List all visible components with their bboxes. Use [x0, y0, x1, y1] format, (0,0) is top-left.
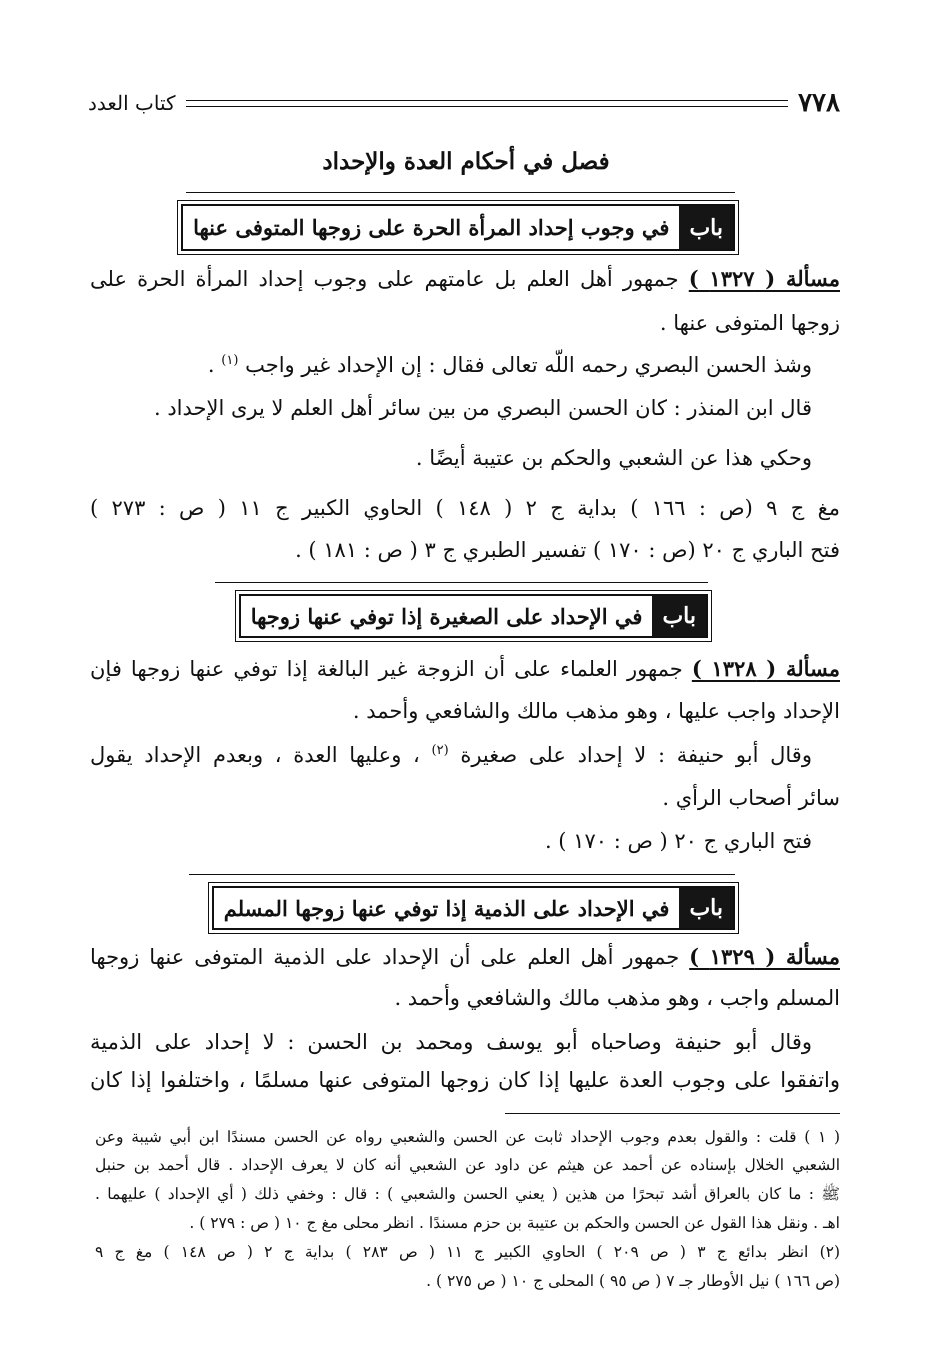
footnote-line: (ص ١٦٦ ) نيل الأوطار جـ ٧ ( ص ٩٥ ) المحلى ج ١٠ ( ص ٢٧٥ ) .	[426, 1272, 840, 1290]
text-line: وقال أبو حنيفة وصاحباه أبو يوسف ومحمد بن الحسن : لا إحداد على الذمية	[90, 1030, 812, 1054]
bab-label: باب	[679, 206, 733, 249]
text-span: وقال أبو حنيفة : لا إحداد على صغيرة	[460, 743, 812, 767]
bab-label: باب	[679, 888, 733, 928]
reference-line: فتح الباري ج ٢٠ (ص : ١٧٠ ) تفسير الطبري ج ٣ ( ص : ١٨١ ) .	[295, 538, 840, 562]
chapter-heading-box	[239, 594, 708, 638]
chapter-overline	[215, 582, 708, 583]
reference-line: مغ ج ٩ (ص : ١٦٦ ) بداية ج ٢ ( ١٤٨ ) الحاوي الكبير ج ١١ ( ص : ٢٧٣ )	[90, 496, 841, 520]
text-line	[90, 266, 840, 292]
bab-label: باب	[652, 596, 706, 636]
text-line	[90, 353, 840, 378]
footnote-line: الشعبي الخلال بإسناده عن أحمد عن هيثم عن داود عن الشعبي أنه كان لا يعرف الإحداد . قال أحمد بن حنبل	[95, 1156, 840, 1174]
chapter-heading-box	[181, 204, 735, 251]
book-title: كتاب العدد	[88, 91, 176, 115]
masala-number: مسألة ( ١٣٢٩ )	[689, 944, 840, 969]
text-span: وشذ الحسن البصري رحمه اللّه تعالى فقال : إن الإحداد غير واجب	[245, 353, 812, 377]
text-line: وحكي هذا عن الشعبي والحكم بن عتيبة أيضًا .	[415, 446, 812, 470]
running-header	[88, 88, 840, 118]
text-line: المسلم واجب ، وهو مذهب مالك والشافعي وأحمد .	[394, 986, 840, 1010]
chapter-overline	[186, 192, 735, 193]
chapter-heading: في الإحداد على الصغيرة إذا توفي عنها زوجها	[250, 603, 643, 629]
footnote-line: اهـ . ونقل هذا القول عن الحسن والحكم بن عتيبة بن حزم مسندًا . انظر محلى مغ ج ١٠ ( ص : ٢٧٩ ) .	[189, 1214, 840, 1232]
text-line: واتفقوا على وجوب العدة عليها إذا كان زوجها المتوفى عنها مسلمًا ، واختلفوا إذا كان	[90, 1068, 840, 1092]
chapter-heading-box	[212, 886, 735, 930]
footnote-ref: (١)	[221, 353, 239, 368]
header-rule	[186, 100, 789, 107]
masala-number: مسألة ( ١٣٢٧ )	[688, 266, 840, 291]
section-title: فصل في أحكام العدة والإحداد	[322, 148, 610, 175]
footnote-ref: (٢)	[431, 743, 449, 758]
footnote-line: ( ١ ) قلت : والقول بعدم وجوب الإحداد ثابت عن الحسن والشعبي رواه عن الحسن مسندًا ابن أبي شيبة وعن	[95, 1128, 840, 1146]
text-line	[90, 944, 840, 970]
page-number: ٧٧٨	[798, 88, 840, 118]
chapter-overline	[189, 874, 735, 875]
text-line	[90, 743, 840, 768]
text-line: قال ابن المنذر : كان الحسن البصري من بين سائر أهل العلم لا يرى الإحداد .	[153, 396, 812, 420]
footnote-line: (٢) انظر بدائع ج ٣ ( ص ٢٠٩ ) الحاوي الكبير ج ١١ ( ص ٢٨٣ ) بداية ج ٢ ( ص ١٤٨ ) مغ ج ٩	[95, 1243, 841, 1261]
text-span: جمهور أهل العلم بل عامتهم على وجوب إحداد المرأة الحرة على	[90, 267, 679, 291]
footnote-rule	[505, 1113, 840, 1114]
chapter-heading: في الإحداد على الذمية إذا توفي عنها زوجها المسلم	[223, 895, 670, 921]
chapter-heading: في وجوب إحداد المرأة الحرة على زوجها المتوفى عنها	[193, 215, 670, 240]
text-span: ، وعليها العدة ، وبعدم الإحداد يقول	[90, 743, 420, 767]
text-span: جمهور العلماء على أن الزوجة غير البالغة إذا توفي عنها زوجها فإن	[90, 657, 683, 681]
text-span: .	[207, 353, 215, 377]
masala-number: مسألة ( ١٣٢٨ )	[691, 656, 840, 681]
reference-line: فتح الباري ج ٢٠ ( ص : ١٧٠ ) .	[544, 829, 812, 853]
text-line: الإحداد واجب عليها ، وهو مذهب مالك والشافعي وأحمد .	[352, 699, 840, 723]
footnote-line: ﷺ : ما كان بالعراق أشد تبحرًا من هذين ( يعني الحسن والشعبي ) : قال : وخفي ذلك ( أي الإحداد ) عليهما .	[95, 1185, 840, 1203]
text-line	[90, 656, 840, 682]
text-line: زوجها المتوفى عنها .	[659, 311, 840, 335]
text-line: سائر أصحاب الرأي .	[662, 786, 840, 810]
text-span: جمهور أهل العلم على أن الإحداد على الذمية المتوفى عنها زوجها	[90, 945, 680, 969]
